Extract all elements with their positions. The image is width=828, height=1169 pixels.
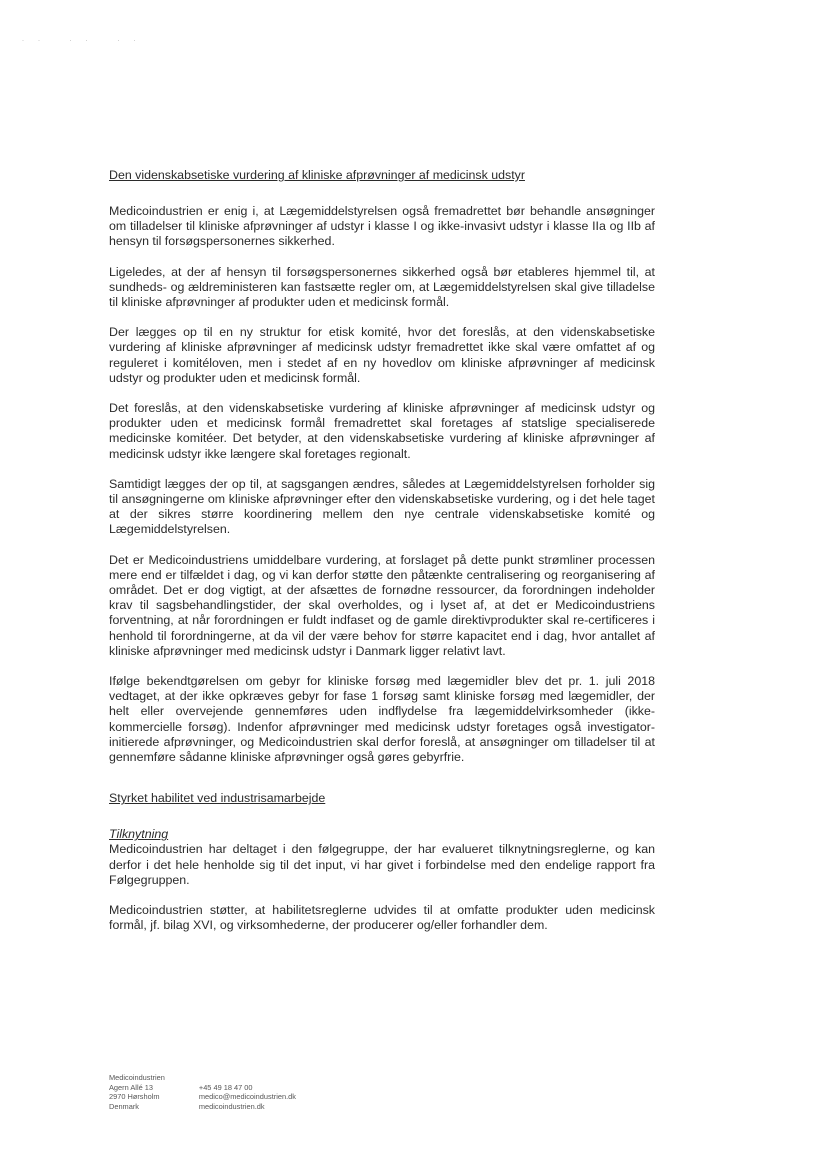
section-heading-habilitet: Styrket habilitet ved industrisamarbejde [109, 791, 326, 806]
paragraph: Medicoindustrien er enig i, at Lægemiddelstyrelsen også fremadrettet bør behandle ansøgninger om tilladelser til kliniske afprøvninger af udstyr i klasse I og ikke-invasivt udstyr i klasse IIa og IIb af hensyn til forsøgspersonernes sikkerhed. [109, 204, 655, 249]
footer-contact [199, 1073, 296, 1111]
paragraph: Ligeledes, at der af hensyn til forsøgspersonernes sikkerhed også bør etableres hjemmel til, at sundheds- og ældreministeren kan fastsætte regler om, at Lægemiddelstyrelsen skal give tilladelse til kliniske afprøvninger af produkter uden et medicinsk formål. [109, 264, 655, 310]
footer-org: Medicoindustrien [109, 1073, 165, 1082]
footer-email: medico@medicoindustrien.dk [198, 1092, 296, 1102]
paragraph: Det er Medicoindustriens umiddelbare vurdering, at forslaget på dette punkt strømliner processen mere end er tilfældet i dag, og vi kan derfor støtte den påtænkte centralisering og reorganisering af området. Det er dog vigtigt, at der afsættes de fornødne ressourcer, da forordningen indeholder krav til sagsbehandlingstider, der skal overholdes, og i lyset af, at det er Medicoindustriens forventning, at når forordningen er fuldt indfaset og de gamle direktivprodukter skal re-certificeres i henhold til forordningerne, at da vil der være behov for større kapacitet end i dag, hvor antallet af kliniske afprøvninger med medicinsk udstyr i Danmark ligger relativt lavt. [109, 552, 655, 658]
paragraph: Ifølge bekendtgørelsen om gebyr for kliniske forsøg med lægemidler blev det pr. 1. juli 2018 vedtaget, at der ikke opkræves gebyr for fase 1 forsøg samt kliniske forsøg med lægemidler, der helt eller overvejende gennemføres uden indflydelse fra lægemiddelvirksomheder (ikke-kommercielle forsøg). Indenfor afprøvninger med medicinsk udstyr foretages også investigator-initierede afprøvninger, og Medicoindustrien skal derfor foreslå, at ansøgninger om tilladelser til at gennemføre sådanne kliniske afprøvninger også gøres gebyrfrie. [109, 674, 655, 765]
letterhead-footer [109, 1073, 296, 1111]
footer-country: Denmark [109, 1101, 139, 1111]
paragraph: Medicoindustrien støtter, at habilitetsreglerne udvides til at omfatte produkter uden medicinsk formål, jf. bilag XVI, og virksomhederne, der producerer og/eller forhandler dem. [109, 902, 655, 933]
paragraph: Der lægges op til en ny struktur for etisk komité, hvor det foreslås, at den videnskabsetiske vurdering af kliniske afprøvninger af medicinsk udstyr fremadrettet ikke skal være omfattet af og reguleret i komitéloven, men i stedet af en ny hovedlov om kliniske afprøvninger af medicinsk udstyr og produkter uden et medicinsk formål. [109, 325, 655, 385]
paragraph: Det foreslås, at den videnskabsetiske vurdering af kliniske afprøvninger af medicinsk udstyr og produkter uden et medicinsk formål fremadrettet skal foretages af statslige specialiserede medicinske komitéer. Det betyder, at den videnskabsetiske vurdering af kliniske afprøvninger af medicinsk udstyr ikke længere skal foretages regionalt. [109, 401, 655, 461]
subheading-tilknytning: Tilknytning [109, 827, 169, 842]
footer-phone: +45 49 18 47 00 [198, 1082, 253, 1092]
footer-address [109, 1073, 165, 1111]
footer-web: medicoindustrien.dk [198, 1101, 265, 1111]
section-heading-ethics: Den videnskabsetiske vurdering af kliniske afprøvninger af medicinsk udstyr [109, 168, 525, 182]
footer-street: Agern Allé 13 [109, 1082, 153, 1092]
scan-marks: ·· ·· ·· [22, 38, 150, 44]
footer-city: 2970 Hørsholm [109, 1092, 160, 1102]
paragraph: Medicoindustrien har deltaget i den følgegruppe, der har evalueret tilknytningsreglerne, og kan derfor i det hele henholde sig til det input, vi har givet i forbindelse med den endelige rapport fra Følgegruppen. [109, 842, 655, 887]
letter-body [109, 168, 655, 948]
paragraph: Samtidigt lægges der op til, at sagsgangen ændres, således at Lægemiddelstyrelsen forholder sig til ansøgningerne om kliniske afprøvninger efter den videnskabsetiske vurdering, og i det hele taget at der sikres større koordinering mellem den nye centrale videnskabsetiske komité og Lægemiddelstyrelsen. [109, 476, 655, 537]
